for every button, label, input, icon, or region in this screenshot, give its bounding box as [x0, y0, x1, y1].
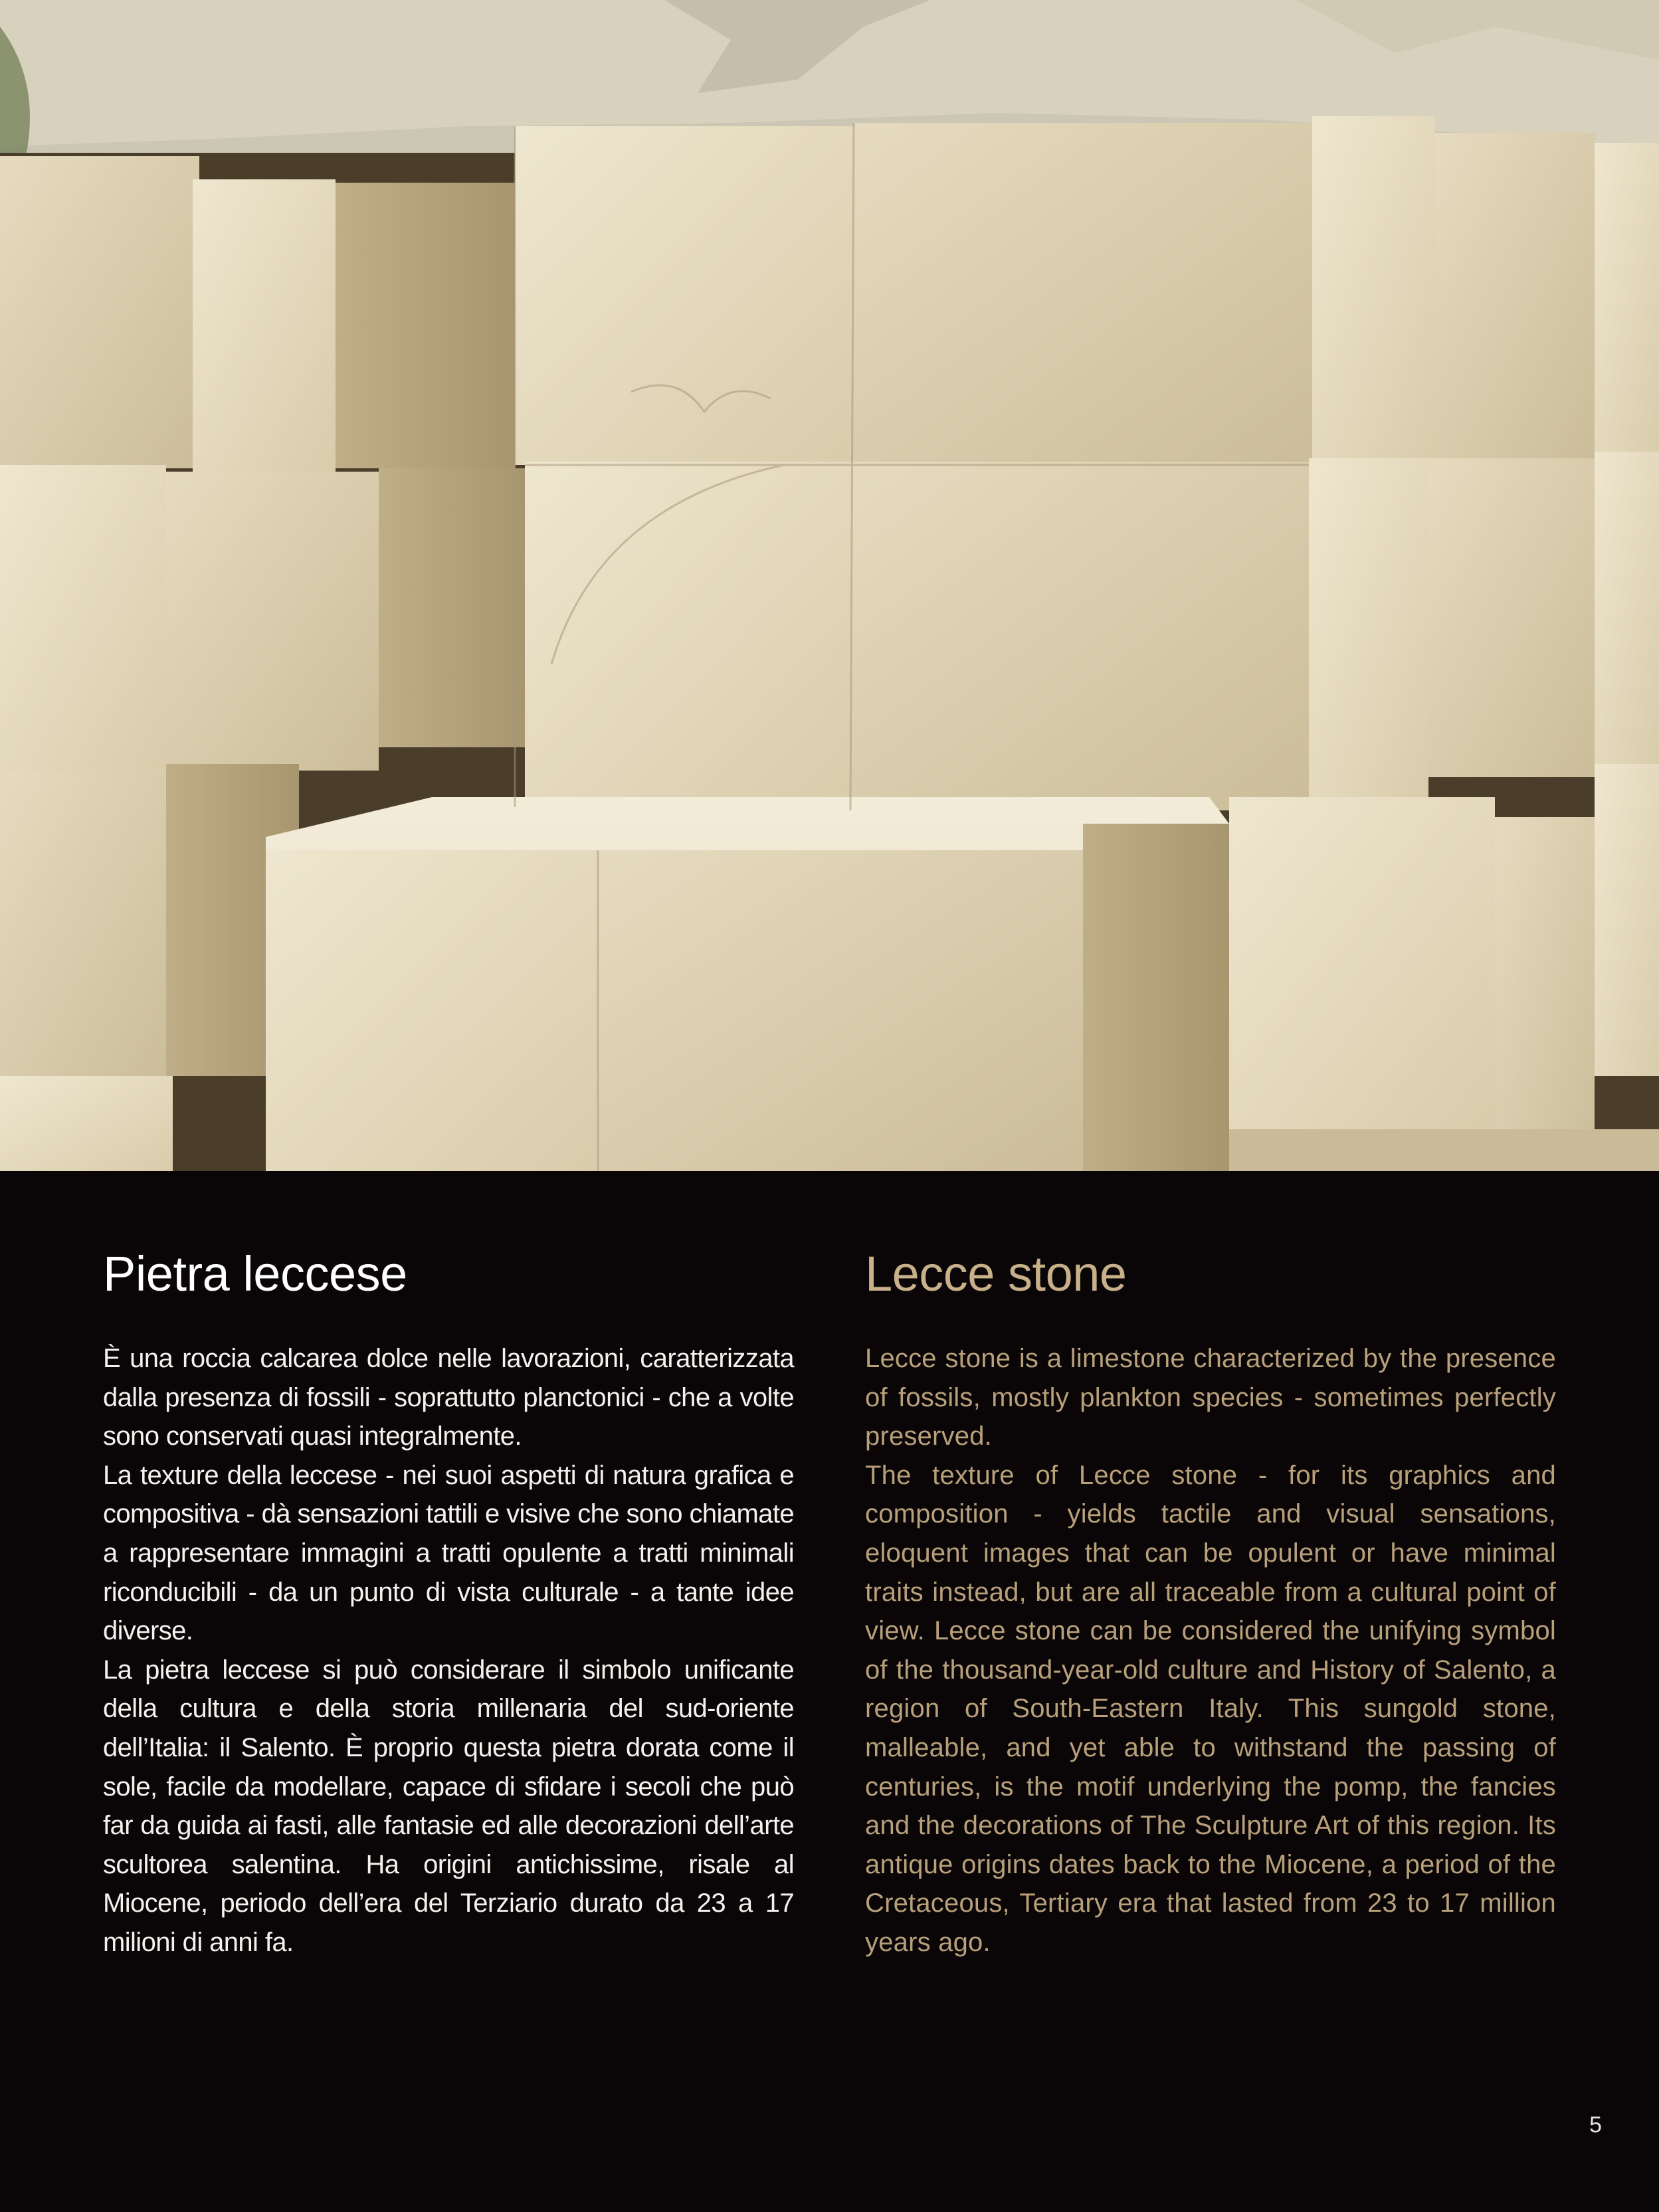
italian-title: Pietra leccese	[103, 1246, 407, 1301]
italian-paragraph: La pietra leccese si può considerare il simbolo unificante della cultura e della storia millenaria del sud-oriente dell’Italia: il Salento. È proprio questa pietra dorata come il sole, facile da modellare, capace di sfidare i secoli che può far da guida ai fasti, alle fantasie ed alle decorazioni dell’arte scultorea salentina. Ha origini antichissime, risale al Miocene, periodo dell’era del Terziario durato da 23 a 17 milioni di anni fa.	[103, 1655, 794, 1957]
english-column	[865, 1241, 1556, 1962]
italian-column	[103, 1241, 794, 1962]
english-body	[865, 1339, 1556, 1962]
italian-paragraph: È una roccia calcarea dolce nelle lavorazioni, caratterizzata dalla presenza di fossili - soprattutto planctonici - che a volte sono conservati quasi integralmente.	[103, 1344, 794, 1451]
italian-paragraph: La texture della leccese - nei suoi aspetti di natura grafica e compositiva - dà sensazioni tattili e visive che sono chiamate a rappresentare immagini a tratti opulente a tratti minimali riconducibili - da un punto di vista culturale - a tante idee diverse.	[103, 1460, 794, 1646]
english-title: Lecce stone	[865, 1246, 1127, 1301]
italian-body	[103, 1339, 794, 1962]
english-paragraph: The texture of Lecce stone - for its graphics and composition - yields tactile and visual sensations, eloquent images that can be opulent or have minimal traits instead, but are all traceable from a cultural point of view. Lecce stone can be considered the unifying symbol of the thousand-year-old culture and History of Salento, a region of South-Eastern Italy. This sungold stone, malleable, and yet able to withstand the passing of centuries, is the motif underlying the pomp, the fancies and the decorations of The Sculpture Art of this region. Its antique origins dates back to the Miocene, a period of the Cretaceous, Tertiary era that lasted from 23 to 17 million years ago.	[865, 1460, 1556, 1957]
page-number: 5	[1589, 2112, 1602, 2138]
english-paragraph: Lecce stone is a limestone characterized by the presence of fossils, mostly plankton species - sometimes perfectly preserved.	[865, 1344, 1556, 1451]
